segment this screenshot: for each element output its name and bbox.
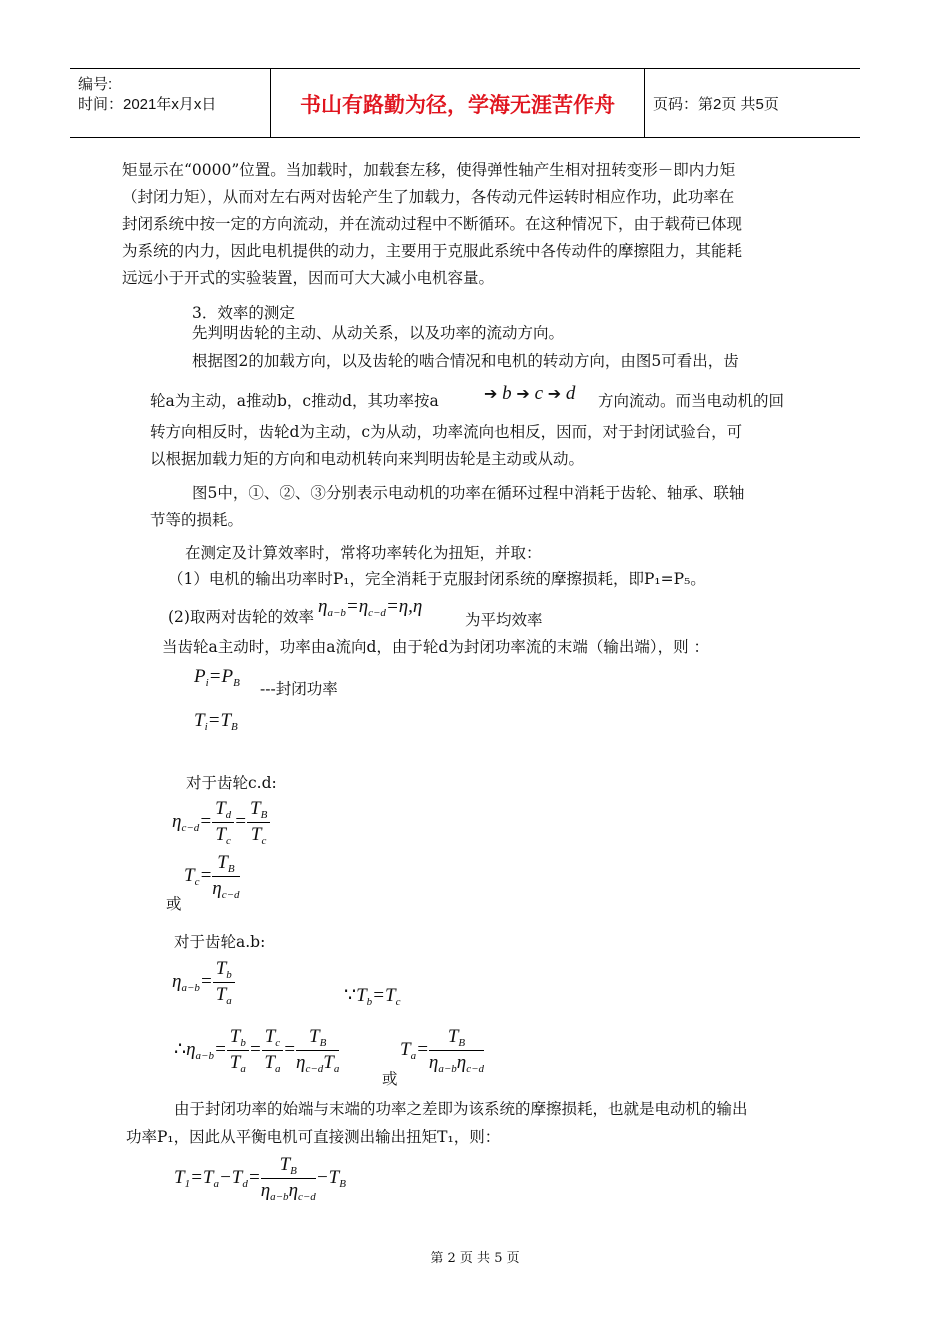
formula-therefore: $\therefore\eta_{a-b}=$ $\frac{T_b}{T_a}$ = $\frac{T_c}{T_a}$ = $\frac{T_B}{\eta_{c-d}T_a}$ bbox=[174, 1026, 340, 1075]
para2-line3: 转方向相反时，齿轮d为主动，c为从动，功率流向也相反，因而，对于封闭试验台，可 bbox=[150, 423, 743, 441]
page-footer: 第 2 页 共 5 页 bbox=[430, 1251, 520, 1266]
item1-text: （1）电机的输出功率时P₁，完全消耗于克服封闭系统的摩擦损耗，即P₁=P₅。 bbox=[168, 570, 706, 588]
formula-tc: $T_c=$ $\frac{T_B}{\eta_{c-d}}$ bbox=[184, 852, 240, 901]
header-page-label: 页码：第2页 共5页 bbox=[653, 96, 779, 113]
gear-ab-label: 对于齿轮a.b: bbox=[174, 933, 266, 951]
para1-line5: 远远小于开式的实验装置，因而可大大减小电机容量。 bbox=[122, 269, 495, 287]
para1-line4: 为系统的内力，因此电机提供的动力，主要用于克服此系统中各传动件的摩擦阻力，其能耗 bbox=[122, 242, 743, 260]
gear-cd-label: 对于齿轮c.d: bbox=[186, 774, 277, 792]
para2-line1: 根据图2的加载方向，以及齿轮的啮合情况和电机的转动方向，由图5可看出，齿 bbox=[192, 352, 739, 370]
doc-time-label: 时间：2021年x月x日 bbox=[78, 96, 217, 113]
page-header bbox=[70, 68, 860, 138]
efficiency-formula: $\eta_{a-b}=\eta_{c-d}=\eta,\eta$ bbox=[318, 596, 423, 619]
formula-eta-ab: $\eta_{a-b}=$ $\frac{T_b}{T_a}$ bbox=[172, 958, 235, 1007]
formula-ti-tb: $T_i=T_B$ bbox=[194, 710, 238, 733]
para5-text: 当齿轮a主动时，功率由a流向d，由于轮d为封闭功率流的末端（输出端），则 ： bbox=[162, 638, 710, 656]
para2-line4: 以根据加载力矩的方向和电动机转向来判明齿轮是主动或从动。 bbox=[150, 450, 585, 468]
header-motto: 书山有路勤为径，学海无涯苦作舟 bbox=[300, 93, 615, 117]
item2b-text: 为平均效率 bbox=[465, 611, 543, 629]
formula-t1: $T_1=T_a-T_d=$ $\frac{T_B}{\eta_{a-b}\eta_{c-d}}$ $-T_B$ bbox=[174, 1154, 346, 1203]
para3-line1: 图5中，①、②、③分别表示电动机的功率在循环过程中消耗于齿轮、轴承、联轴 bbox=[192, 484, 745, 502]
formula-pi-pb: $P_i=P_B$ bbox=[194, 666, 240, 689]
or-label-1: 或 bbox=[166, 895, 182, 913]
para6-line2: 功率P₁，因此从平衡电机可直接测出输出扭矩T₁，则： bbox=[126, 1128, 501, 1146]
header-meta-cell bbox=[70, 69, 271, 137]
para6-line1: 由于封闭功率的始端与末端的功率之差即为该系统的摩擦损耗，也就是电动机的输出 bbox=[174, 1100, 748, 1118]
para1-line2: （封闭力矩），从而对左右两对齿轮产生了加载力，各传动元件运转时相应作功，此功率在 bbox=[122, 188, 735, 206]
step1-text: 先判明齿轮的主动、从动关系，以及功率的流动方向。 bbox=[192, 324, 565, 342]
para2-line2b: 方向流动。而当电动机的回 bbox=[598, 392, 785, 410]
header-page-cell bbox=[645, 69, 860, 137]
para3-line2: 节等的损耗。 bbox=[150, 511, 244, 529]
formula-eta-cd: $\eta_{c-d}=$ $\frac{T_d}{T_c}$ = $\frac{T_B}{T_c}$ bbox=[172, 798, 270, 847]
formula-because: $\because T_b=T_c$ bbox=[344, 985, 401, 1008]
closed-power-label: ---封闭功率 bbox=[260, 680, 338, 698]
doc-code-label: 编号: bbox=[78, 76, 113, 93]
section-heading: 3．效率的测定 bbox=[192, 304, 295, 322]
para4-text: 在测定及计算效率时，常将功率转化为扭矩，并取： bbox=[185, 544, 542, 562]
para1-line1: 矩显示在“0000”位置。当加载时，加载套左移，使得弹性轴产生相对扭转变形－即内力矩 bbox=[122, 161, 736, 179]
para2-line2a: 轮a为主动，a推动b，c推动d，其功率按a bbox=[150, 392, 439, 410]
formula-ta: $T_a=$ $\frac{T_B}{\eta_{a-b}\eta_{c-d}}$ bbox=[400, 1026, 485, 1075]
para1-line3: 封闭系统中按一定的方向流动，并在流动过程中不断循环。在这种情况下，由于载荷已体现 bbox=[122, 215, 743, 233]
header-motto-cell bbox=[271, 69, 645, 137]
or-label-2: 或 bbox=[382, 1070, 398, 1088]
item2a-text: (2)取两对齿轮的效率 bbox=[168, 608, 314, 626]
power-flow-formula: ➔ b ➔ c ➔ d bbox=[484, 383, 576, 404]
